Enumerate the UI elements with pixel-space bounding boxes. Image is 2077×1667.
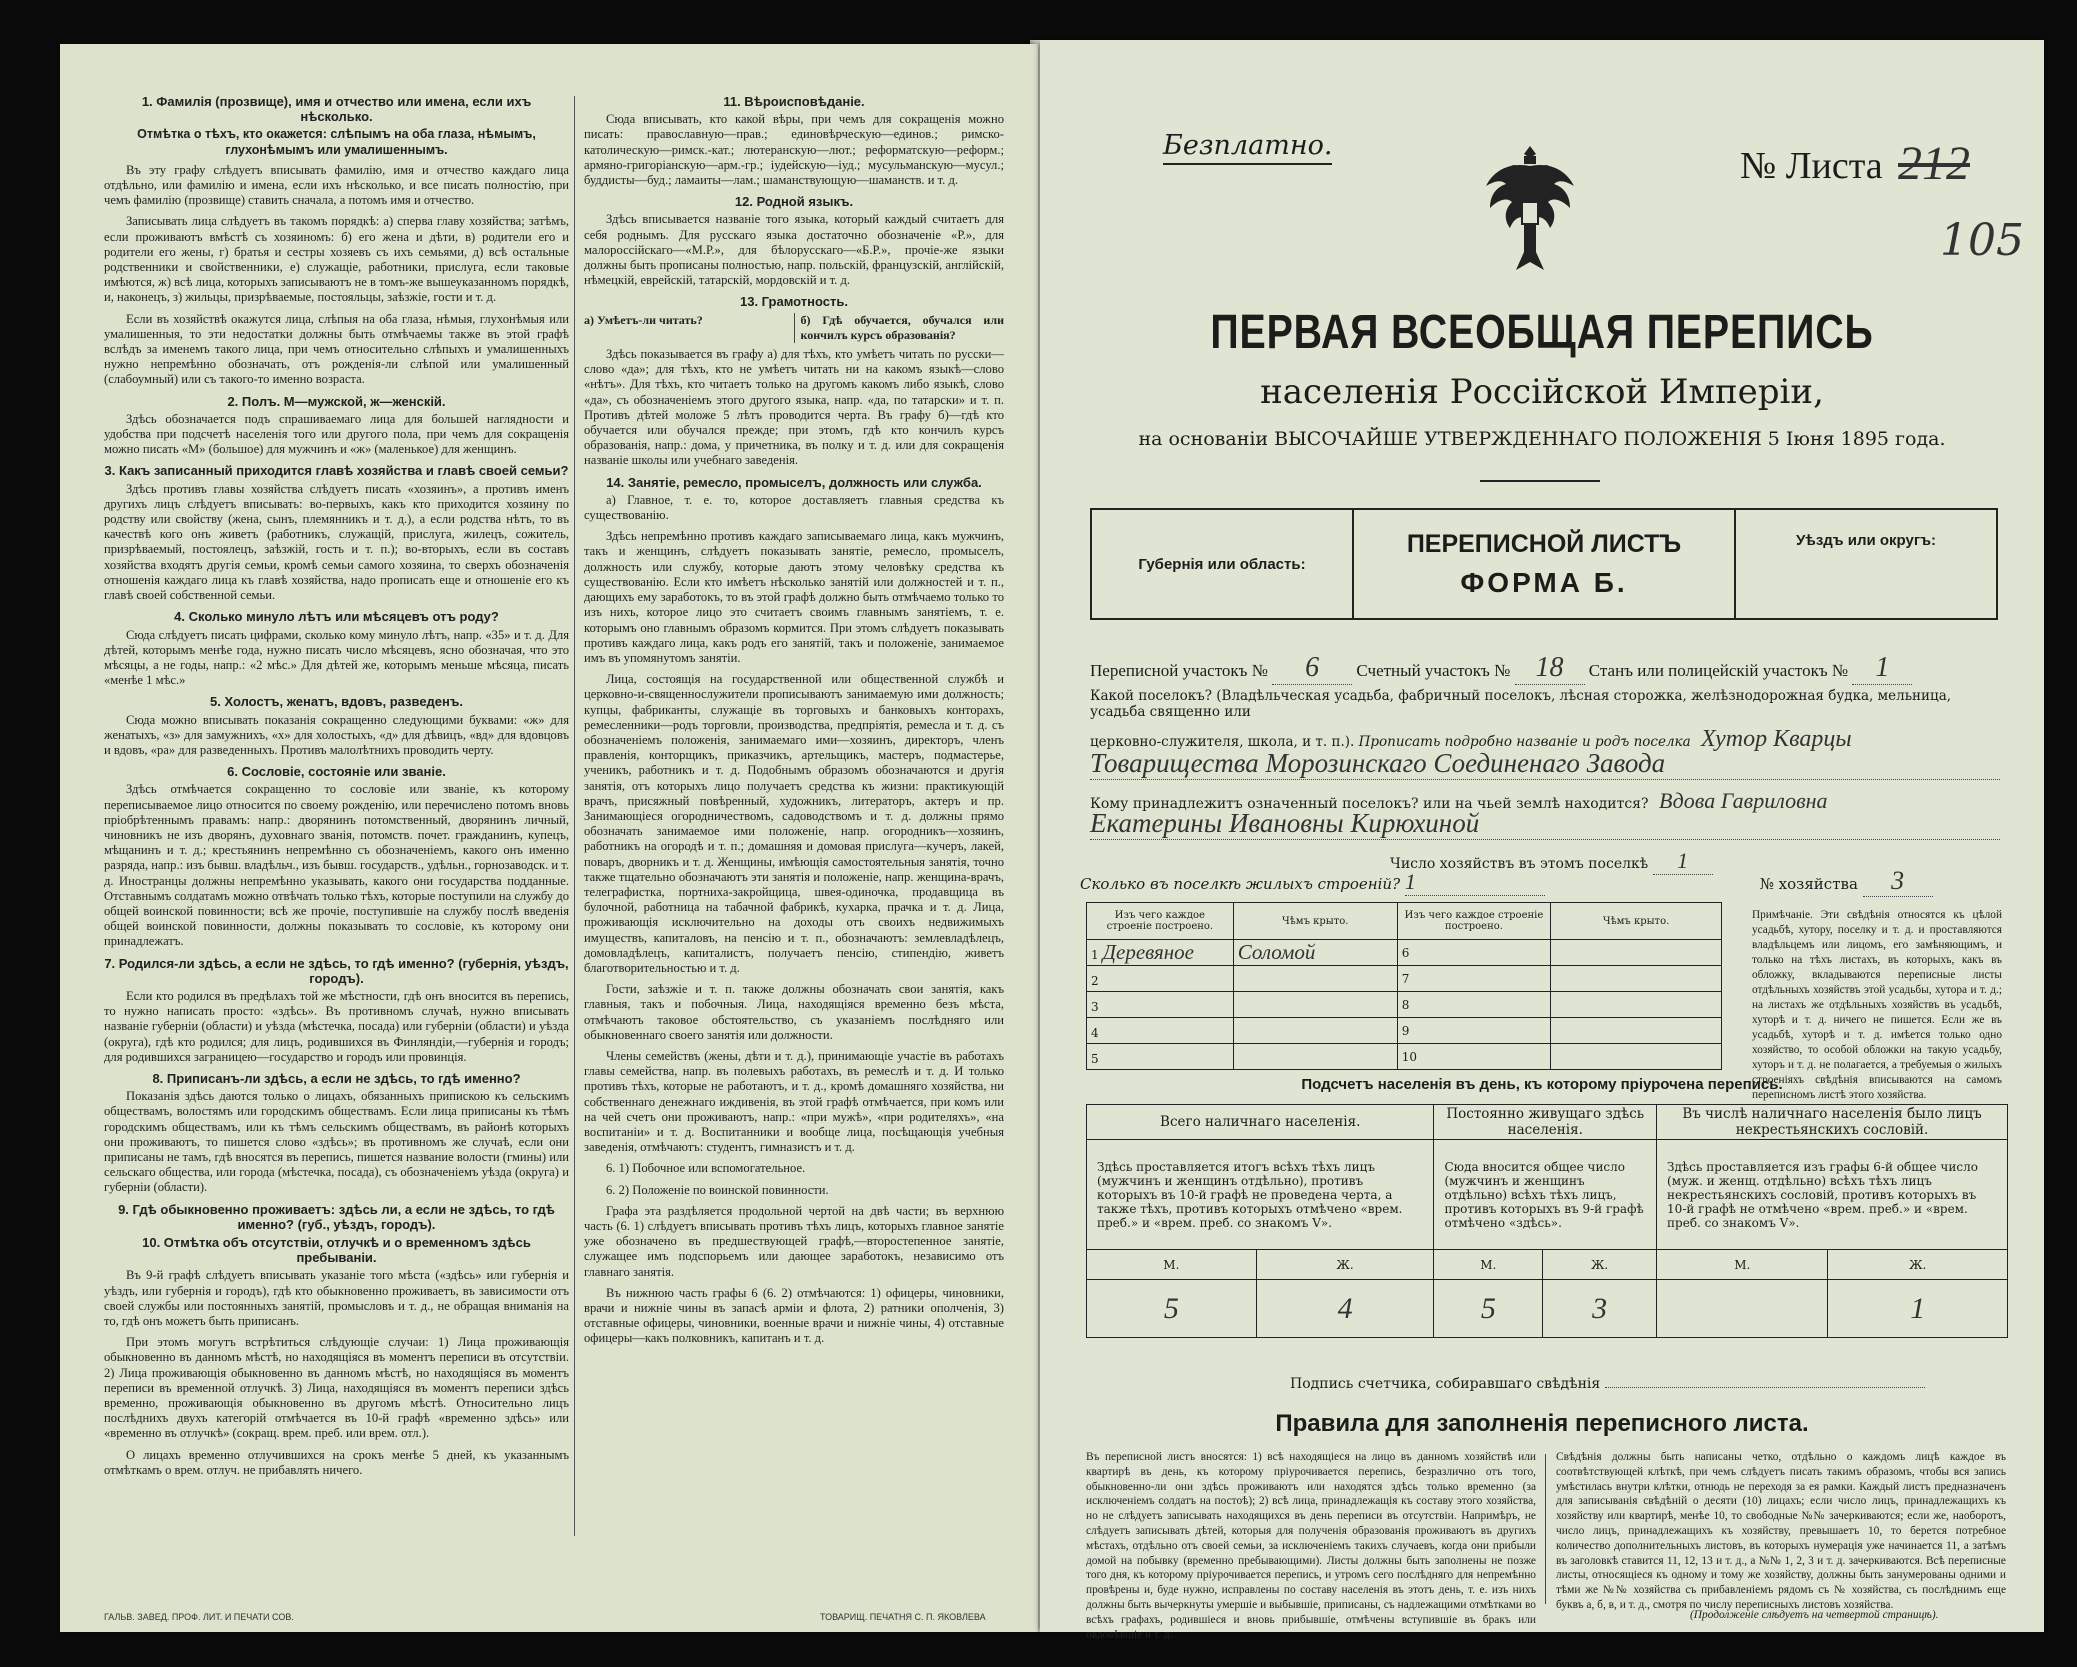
sheet-number-handwritten-2: 105 bbox=[1940, 215, 2024, 266]
count-m-2: М. bbox=[1434, 1250, 1543, 1280]
count-h-total: Всего наличнаго населенія. bbox=[1087, 1105, 1434, 1140]
population-count-table bbox=[1086, 1104, 2008, 1338]
rules-continued: (Продолженіе слѣдуетъ на четвертой страницѣ). bbox=[1690, 1609, 1939, 1621]
section-paragraph: Если въ хозяйствѣ окажутся лица, слѣпыя на оба глаза, нѣмыя, глухонѣмыя или умалишенныя, то эти недостатки должны быть отмѣчаемы также въ этой графѣ вслѣдъ за именемъ такого лица, при чемъ относительно слѣпыхъ и умалишенныхъ нужно непремѣнно обозначать, отъ рожденія-ли слѣпой или умалишенный (слабоумный) или съ такого-то именно возраста. bbox=[104, 311, 569, 387]
section-heading: 9. Гдѣ обыкновенно проживаетъ: здѣсь ли, а если не здѣсь, то гдѣ именно? (губ., уѣздъ, городъ). bbox=[118, 1201, 555, 1232]
building-row bbox=[1087, 1018, 1722, 1044]
count-district-value[interactable]: 18 bbox=[1515, 652, 1585, 685]
building-roof-empty[interactable] bbox=[1551, 940, 1722, 966]
buildings-table bbox=[1086, 902, 1722, 1070]
gubernia-label: Губернія или область: bbox=[1092, 510, 1354, 618]
literacy-question-a: а) Умѣетъ-ли читать? bbox=[584, 313, 795, 343]
section-paragraph: Здѣсь обозначается подъ спрашиваемаго лица для большей наглядности и удобства при подсчетѣ населенія того или другого пола, при чемъ для сокращенія можно писать «М» (большое) для мужчинъ и «ж» (маленькое) для женщинъ. bbox=[104, 411, 569, 457]
buildings-note: Примѣчаніе. Эти свѣдѣнія относятся къ цѣлой усадьбѣ, хутору, поселку и т. д. и проставляются владѣльцемъ или лицомъ, его замѣняющимъ, и только на тѣхъ листахъ, въ которыхъ, какъ въ обложку, вкладываются переписные листы отдѣльныхъ хозяйствъ этой усадьбы, хутора и т. д.; на листахъ же отдѣльныхъ хозяйствъ въ усадьбѣ, хуторѣ и т. д. ничего не пишется. Если же въ усадьбѣ, хуторѣ и т. д. имѣется только одно хозяйство, то особой обложки на такую усадьбу, хуторъ и т. д. не полагается, а требуемыя о жилыхъ строеніяхъ свѣдѣнія вписываются на самомъ переписномъ листѣ этого хозяйства. bbox=[1752, 909, 2002, 1101]
section-paragraph: Если кто родился въ предѣлахъ той же мѣстности, гдѣ онъ вносится въ перепись, то нужно написать просто: «здѣсь». Въ противномъ случаѣ, нужно вписывать названіе губерніи (области) и уѣзда (мѣстечка, посада) или губерніи (области) и уѣзда (округа), гдѣ кто родился; для лицъ, родившихся въ Финляндіи,—губернія и городъ; для родившихся заграницею—государство и городъ или провинція. bbox=[104, 988, 569, 1064]
free-label: Безплатно. bbox=[1163, 130, 1332, 165]
building-number: 10 bbox=[1397, 1044, 1550, 1070]
count-zh-2: Ж. bbox=[1543, 1250, 1657, 1280]
buildings-col-material: Изъ чего каждое строеніе построено. bbox=[1087, 903, 1234, 940]
printer-imprint-left: ГАЛЬВ. ЗАВЕД. ПРОФ. ЛИТ. И ПЕЧАТИ СОВ. bbox=[104, 1612, 294, 1622]
rules-title: Правила для заполненія переписного листа. bbox=[1275, 1410, 1809, 1437]
double-headed-eagle-emblem bbox=[1480, 140, 1580, 280]
census-subtitle: населенія Россійской Имперіи, bbox=[1260, 372, 1824, 412]
instructions-column-b bbox=[584, 92, 1004, 1353]
building-row bbox=[1087, 992, 1722, 1018]
building-row bbox=[1087, 1044, 1722, 1070]
section-paragraph: Гости, заѣзжіе и т. п. также должны обозначать свои занятія, какъ главныя, такъ и побочныя. Лица, находящіяся временно безъ мѣста, отмѣчаютъ таковое обстоятельство, съ указаніемъ послѣдняго или обыкновеннаго своего занятія или должности. bbox=[584, 982, 1004, 1042]
count-zh-3: Ж. bbox=[1828, 1250, 2008, 1280]
building-number: 6 bbox=[1397, 940, 1550, 966]
count-value[interactable] bbox=[1657, 1280, 1828, 1338]
settlement-instruction: Прописать подробно названіе и родъ поселка bbox=[1358, 734, 1691, 750]
count-value[interactable]: 3 bbox=[1543, 1280, 1657, 1338]
section-paragraph: Сюда слѣдуетъ писать цифрами, сколько кому минуло лѣтъ, напр. «35» и т. д. Для дѣтей, которымъ менѣе года, нужно писать число мѣсяцевъ, ясно обозначая, что это мѣсяцы, а не годы, напр.: «2 мѣс.» Для дѣтей же, которымъ меньше мѣсяца, писать «менѣе 1 мѣс.» bbox=[104, 627, 569, 688]
signature-field[interactable] bbox=[1605, 1387, 1925, 1388]
building-roof[interactable] bbox=[1233, 966, 1397, 992]
building-number: 3 bbox=[1091, 1000, 1099, 1014]
literacy-questions bbox=[584, 313, 1004, 343]
household-no-label: № хозяйства bbox=[1759, 875, 1858, 893]
section-heading: 7. Родился-ли здѣсь, а если не здѣсь, то гдѣ именно? (губернія, уѣздъ, городъ). bbox=[104, 955, 569, 986]
census-district-label: Переписной участокъ № bbox=[1090, 661, 1268, 680]
sheet-number-label: № Листа bbox=[1740, 145, 1883, 187]
building-roof-empty[interactable] bbox=[1551, 1044, 1722, 1070]
count-h-nonpeasant: Въ числѣ наличнаго населенія было лицъ некрестьянскихъ сословій. bbox=[1657, 1105, 2008, 1140]
section-paragraph: Здѣсь вписывается названіе того языка, который каждый считаетъ для себя роднымъ. Для русскаго языка достаточно обозначеніе «Р.», для малороссійскаго—«М.Р.», для бѣлорусскаго—«Б.Р.», прочіе-же языки должны быть прописаны полностью, напр. польскій, французскій, англійскій, нѣмецкій, еврейскій, татарскій, мордовскій и т. д. bbox=[584, 212, 1004, 288]
section-heading: 2. Полъ. М—мужской, ж—женскій. bbox=[227, 393, 446, 409]
section-heading-b: 10. Отмѣтка объ отсутствіи, отлучкѣ и о временномъ здѣсь пребываніи. bbox=[142, 1235, 531, 1266]
section-paragraph: О лицахъ временно отлучившихся на срокъ менѣе 5 дней, къ указаннымъ отмѣткамъ о врем. отлуч. не прибавлять ничего. bbox=[104, 1447, 569, 1477]
building-roof[interactable]: Соломой bbox=[1233, 940, 1397, 966]
section-paragraph: Здѣсь противъ главы хозяйства слѣдуетъ писать «хозяинъ», а противъ именъ другихъ лицъ слѣдуетъ вписывать: во-первыхъ, какъ кто приходится хозяину по родству или свойству (жена, сынъ, племянникъ и т. д.), а если родства нѣтъ, то въ качествѣ кого онъ живетъ (работникъ, служащій, прислуга, жилецъ, сожитель, призрѣваемый, постоялецъ, заѣзжій, гость и т. п.); во-вторыхъ, если въ составъ хозяйства входятъ другія семьи, кромѣ семьи самого хозяина, то сверхъ обозначенія отношенія каждаго лица къ главѣ хозяйства, надо прописать еще и отношеніе его къ главѣ своей собственной семьи. bbox=[104, 481, 569, 603]
section-paragraph: Въ 9-й графѣ слѣдуетъ вписывать указаніе того мѣста («здѣсь» или губернія и уѣздъ, или губернія и городъ), гдѣ кто обыкновенно проживаетъ, въ зависимости отъ своей службы или постоянныхъ занятій, промысловъ и т. д., не обращая вниманія на то, гдѣ онъ можетъ быть приписанъ. bbox=[104, 1268, 569, 1329]
count-value[interactable]: 5 bbox=[1434, 1280, 1543, 1338]
building-number: 4 bbox=[1091, 1026, 1099, 1040]
owner-handwritten-2[interactable]: Екатерины Ивановны Кирюхиной bbox=[1090, 808, 2000, 840]
population-count-title: Подсчетъ населенія въ день, къ которому пріурочена перепись. bbox=[1301, 1076, 1783, 1093]
section-paragraph: а) Главное, т. е. то, которое доставляетъ главныя средства къ существованію. bbox=[584, 492, 1004, 523]
stan-label: Станъ или полицейскій участокъ № bbox=[1588, 661, 1849, 680]
building-row bbox=[1087, 966, 1722, 992]
count-m-1: М. bbox=[1087, 1250, 1257, 1280]
settlement-handwritten[interactable]: Хутор Кварцы bbox=[1700, 726, 1852, 752]
signature-label: Подпись счетчика, собиравшаго свѣдѣнія bbox=[1290, 1376, 1601, 1392]
district-line bbox=[1090, 652, 2000, 685]
rules-divider bbox=[1545, 1454, 1546, 1604]
owner-label: Кому принадлежитъ означенный поселокъ? или на чьей землѣ находится? bbox=[1090, 796, 1649, 812]
settlement-question: Какой поселокъ? (Владѣльческая усадьба, фабричный поселокъ, лѣсная сторожка, желѣзнодорожная будка, мельница, усадьба священно или bbox=[1090, 688, 1952, 720]
building-number: 2 bbox=[1091, 974, 1099, 988]
form-title: ПЕРЕПИСНОЙ ЛИСТЪ bbox=[1406, 529, 1682, 558]
building-number: 5 bbox=[1091, 1052, 1099, 1066]
count-zh-1: Ж. bbox=[1256, 1250, 1434, 1280]
count-desc-permanent: Сюда вносится общее число (мужчинъ и женщинъ отдѣльно) всѣхъ тѣхъ лицъ, противъ которыхъ въ 9-й графѣ отмѣчено «здѣсь». bbox=[1434, 1140, 1657, 1250]
count-value[interactable]: 4 bbox=[1256, 1280, 1434, 1338]
section-paragraph: Здѣсь отмѣчается сокращенно то сословіе или званіе, къ которому переписываемое лицо относится по своему рожденію, или перечислено потомъ вновь пріобрѣтеннымъ правамъ: напр.: дворянинъ потомственный, дворянинъ личный, чиновникъ не изъ дворянъ, духовнаго званія, потомств. почет. гражданинъ, купецъ, мѣщанинъ и т. д.; крестьянинъ непремѣнно съ обозначеніемъ, какого онъ именно разряда, напр.: изъ бывш. владѣльч., изъ бывш. государств., удѣльн., горнозаводск. и т. д. Иностранцы должны непремѣнно указывать, какого они государства подданные. Отставнымъ солдатамъ можно отвѣчать только тѣхъ, которые поступили на службу до общей воинской повинности; всѣ же прочіе, поступившіе на службу послѣ введенія общей воинской повинности, должны показывать то сословіе, къ которому они принадлежатъ. bbox=[104, 782, 569, 949]
building-number: 1 bbox=[1091, 948, 1099, 962]
census-title: ПЕРВАЯ ВСЕОБЩАЯ ПЕРЕПИСЬ bbox=[1210, 306, 1874, 359]
owner-handwritten[interactable]: Вдова Гавриловна bbox=[1658, 788, 1828, 813]
households-value[interactable]: 1 bbox=[1653, 848, 1713, 875]
section-heading: 1. Фамилія (прозвище), имя и отчество или имена, если ихъ нѣсколько. bbox=[141, 94, 532, 125]
section-paragraph: 6. 2) Положеніе по воинской повинности. bbox=[606, 1182, 829, 1197]
household-no-value[interactable]: 3 bbox=[1863, 866, 1933, 897]
section-paragraph: Сюда можно вписывать показанія сокращенно следующими буквами: «ж» для женатыхъ, «з» для замужнихъ, «х» для холостыхъ, «д» для дѣвицъ, «вд» для вдовцовъ и вдовъ, «ра» для разведенныхъ. Противъ малолѣтнихъ проводить черту. bbox=[104, 712, 569, 757]
buildings-col-roof: Чѣмъ крыто. bbox=[1233, 903, 1397, 940]
section-paragraph: 6. 1) Побочное или вспомогательное. bbox=[606, 1161, 806, 1176]
building-roof-empty[interactable] bbox=[1551, 1018, 1722, 1044]
rules-left-column: Въ переписной листъ вносятся: 1) всѣ находящіеся на лицо въ данномъ хозяйствѣ или квартирѣ въ день, къ которому пріурочивается перепись, безразлично отъ того, обыкновенно-ли они здѣсь проживаютъ или находятся здѣсь только временно (за исключеніемъ солдатъ на постоѣ); 2) всѣ лица, принадлежащія къ составу этого хозяйства, но не слѣдуетъ записывать находящихся въ день переписи въ отсутствіи. Напримѣръ, не слѣдуетъ записывать дѣтей, которыя для полученія образованія проживаютъ въ другихъ мѣстахъ, отдѣльно отъ своей семьи, за исключеніемъ такихъ случаевъ, когда они прибыли домой на побывку (временно пребывающими). Листы должны быть заполнены не позже того дня, къ которому пріурочивается перепись, и утромъ сего послѣдняго для непремѣнно провѣрены и, буде нужно, исправлены по составу населенія въ этотъ день, т. е. изъ нихъ должны быть вычеркнуты умершіе и выбывшіе, приписаны, съ надлежащими отмѣтками во всѣхъ графахъ, родившіеся и вновь прибывшіе, отмѣчены вступившіе въ бракъ или овдовѣвшіе и т. д. bbox=[1086, 1451, 1536, 1641]
section-heading: 12. Родной языкъ. bbox=[734, 194, 854, 210]
building-roof[interactable] bbox=[1233, 1018, 1397, 1044]
building-roof-empty[interactable] bbox=[1551, 966, 1722, 992]
count-desc-nonpeasant: Здѣсь проставляется изъ графы 6-й общее число (муж. и женщ. отдѣльно) всѣхъ тѣхъ лицъ некрестьянскихъ сословій, противъ которыхъ въ 10-й графѣ не отмѣчено «врем. преб.» и «врем. преб. со знакомъ V». bbox=[1657, 1140, 2008, 1250]
count-value[interactable]: 1 bbox=[1828, 1280, 2008, 1338]
stan-value[interactable]: 1 bbox=[1852, 652, 1912, 685]
section-heading: 3. Какъ записанный приходится главѣ хозяйства и главѣ своей семьи? bbox=[104, 463, 569, 479]
section-heading: 6. Сословіе, состояніе или званіе. bbox=[227, 764, 446, 780]
rules-right-column: Свѣдѣнія должны быть написаны четко, отдѣльно о каждомъ лицѣ каждое въ соотвѣтствующей клѣткѣ, при чемъ слѣдуетъ писать такимъ образомъ, чтобы вся запись умѣстилась внутри клѣтки, отнюдь не переходя за ея рамки. Каждый листъ предназначенъ для записыванія свѣдѣній о десяти (10) лицахъ; если число лицъ, принадлежащихъ къ хозяйству или квартирѣ, менѣе 10, то свободные №№ зачеркиваются; если же, наоборотъ, число лицъ, принадлежащихъ къ хозяйству, превышаетъ 10, то берется потребное количество дополнительныхъ листовъ, въ которыхъ нумерація уже начинается 11, а затѣмъ въ заголовкѣ ставится 11, 12, 13 и т. д., а №№ 1, 2, 3 и т. д. зачеркиваются. Всѣ переписные листы, относящіеся къ одному и тому же хозяйству, должны быть занумерованы одними и тѣми же №№ хозяйства съ прибавленіемъ рядомъ съ № хозяйства, съ послѣднимъ еще буквъ а, б, в, и т. д., смотря по числу переписныхъ листовъ хозяйства. bbox=[1556, 1451, 2006, 1611]
form-header-box bbox=[1090, 508, 1998, 620]
section-paragraph: Въ эту графу слѣдуетъ вписывать фамилію, имя и отчество каждаго лица отдѣльно, или фамилію и имена, если ихъ нѣсколько, и все писать полностію, при чемъ фамилію (прозвище) ставить сначала, а потомъ имя и отчество. bbox=[104, 162, 569, 208]
census-district-value[interactable]: 6 bbox=[1272, 652, 1352, 685]
section-heading: 5. Холостъ, женатъ, вдовъ, разведенъ. bbox=[210, 694, 463, 710]
section-heading: 11. Вѣроисповѣданіе. bbox=[723, 94, 865, 109]
buildings-value[interactable]: 1 bbox=[1405, 869, 1545, 896]
building-number: 9 bbox=[1397, 1018, 1550, 1044]
literacy-question-b: б) Гдѣ обучается, обучался или кончилъ курсъ образованія? bbox=[800, 312, 1004, 342]
signature-line bbox=[1290, 1376, 2010, 1392]
building-material[interactable]: Деревяное bbox=[1102, 940, 1194, 964]
instructions-column-a bbox=[104, 92, 569, 1484]
right-page-census-form bbox=[1040, 40, 2044, 1641]
building-number: 8 bbox=[1397, 992, 1550, 1018]
section-paragraph: Члены семействъ (жены, дѣти и т. д.), принимающіе участіе въ работахъ главы семейства, напр. въ полевыхъ работахъ, въ ремеслѣ и т. д. И только противъ тѣхъ, которые не работаютъ, и т. д., кромѣ домашняго хозяйства, ни собственнаго денежнаго иждивенія, въ этой графѣ отмѣчается, при комъ или на чей счетъ они проживаютъ, напр.: «при мужѣ», «при родителяхъ», «на воспитаніи» и т. д. Воспитанники и вообще лица, посѣщающія учебныя заведенія, отмѣчаютъ: студентъ, гимназистъ и т. д. bbox=[584, 1048, 1004, 1155]
section-paragraph: При этомъ могутъ встрѣтиться слѣдующіе случаи: 1) Лица проживающія обыкновенно въ данномъ мѣстѣ, но находящіяся въ моментъ переписи въ отсутствіи. 2) Лица проживающія обыкновенно въ данномъ мѣстѣ, но находящіяся въ моментъ переписи въ временной отлучкѣ. 3) Лица, находящіяся въ моментъ переписи здѣсь временно, проживающія обыкновенно въ другомъ мѣстѣ. Относительно лицъ послѣднихъ двухъ категорій отмѣчается въ 10-й графѣ «временно здѣсь» или «временно въ отлучкѣ» (сокращ. врем. преб. или врем. отл.). bbox=[104, 1335, 569, 1441]
section-heading: 8. Приписанъ-ли здѣсь, а если не здѣсь, то гдѣ именно? bbox=[152, 1070, 521, 1086]
households-label: Число хозяйствъ въ этомъ поселкѣ bbox=[1390, 856, 1649, 872]
uezd-label: Уѣздъ или округъ: bbox=[1795, 532, 1937, 549]
census-decree-line: на основаніи ВЫСОЧАЙШЕ УТВЕРЖДЕННАГО ПОЛОЖЕНІЯ 5 Іюня 1895 года. bbox=[1138, 428, 1946, 450]
section-paragraph: Въ нижнюю часть графы 6 (6. 2) отмѣчаются: 1) офицеры, чиновники, врачи и нижніе чины въ запасѣ армiи и флота, 2) ратники ополченія, 3) отставные офицеры, чиновники, военные врачи и нижніе чины, 4) отставные офицеры—какъ полковникъ, капитанъ и т. д. bbox=[584, 1285, 1004, 1346]
section-paragraph: Показанія здѣсь даются только о лицахъ, обязанныхъ припискою къ сельскимъ обществамъ, волостямъ или городскимъ обществамъ. Если лица приписаны къ тѣмъ городскимъ обществамъ, или къ тѣмъ сельскимъ обществамъ, въ районѣ которыхъ они проживаютъ, то пишется слово «здѣсь»; въ противномъ же случаѣ, если они приписаны не тамъ, гдѣ вносятся въ перепись, пишется название волости (гмины) или сельскаго общества, или города (мѣстечка, посада), съ обозначеніемъ уѣзда (округа) и губерніи (области). bbox=[104, 1089, 569, 1195]
column-divider bbox=[574, 96, 575, 1536]
section-paragraph: Здѣсь показывается въ графу а) для тѣхъ, кто умѣетъ читать по русски—слово «да»; для тѣхъ, кто не умѣетъ читать ни на какомъ языкѣ—слово «нѣтъ». Для тѣхъ, кто читаетъ только на другомъ какомъ либо языкѣ, слово «да», съ обозначеніемъ этого другого языка, напр. «да, по татарски» и т. п. Противъ дѣтей моложе 5 лѣтъ проводится черта. Въ графу б)—гдѣ кто обучается или обучался прежде; при этомъ, гдѣ кто кончилъ курсъ образованія, напр.: дома, у причетника, въ полку и т. д. или для сокращенія названіе школы или учебнаго заведенія. bbox=[584, 347, 1004, 468]
count-h-permanent: Постоянно живущаго здѣсь населенія. bbox=[1434, 1105, 1657, 1140]
settlement-question-2: церковно-служителя, школа, и т. п.). bbox=[1090, 734, 1355, 750]
building-roof[interactable] bbox=[1233, 1044, 1397, 1070]
sheet-number-handwritten: 212 bbox=[1898, 137, 1970, 190]
settlement-handwritten-2[interactable]: Товарищества Морозинскаго Соединенаго Завода bbox=[1090, 748, 2000, 780]
count-district-label: Счетный участокъ № bbox=[1356, 661, 1511, 680]
section-paragraph: Сюда вписывать, кто какой вѣры, при чемъ для сокращенія можно писать: православную—прав.; единовѣрческую—единов.; римско-католическую—римск.-кат.; лютеранскую—лют.; реформатскую—реформ.; армяно-григоріанскую—арм.-гр.; іудейскую—іуд.; мусульманскую—мусул.; буддисты—буд.; ламаиты—лам.; шаманствующую—шаманств. и т. д. bbox=[584, 112, 1004, 188]
left-page-instructions bbox=[60, 44, 1038, 1632]
buildings-label: Сколько въ поселкѣ жилыхъ строеній? bbox=[1080, 875, 1401, 893]
building-roof[interactable] bbox=[1233, 992, 1397, 1018]
section-paragraph: Здѣсь непремѣнно противъ каждаго записываемаго лица, какъ мужчинъ, такъ и женщинъ, слѣдуетъ показывать занятіе, ремесло, промыселъ, должность или службу, которые даютъ этому человѣку средства къ существованію. Если кто имѣетъ нѣсколько занятій или должностей и т. п., дающихъ ему заработокъ, то въ этой графѣ должно быть отмѣчаемо только то изъ нихъ, которое лицо это считаетъ своимъ главнымъ занятіемъ, т. е. которымъ оно главнымъ образомъ кормится. При этомъ слѣдуетъ показывать противъ каждаго лица, какъ родъ его занятій, такъ и положеніе, занимаемое имъ въ упомянутомъ занятіи. bbox=[584, 529, 1004, 665]
section-heading: 4. Сколько минуло лѣтъ или мѣсяцевъ отъ роду? bbox=[174, 609, 499, 625]
building-number: 7 bbox=[1397, 966, 1550, 992]
form-type: ФОРМА Б. bbox=[1460, 566, 1628, 598]
form-title-cell bbox=[1354, 510, 1736, 618]
count-m-3: М. bbox=[1657, 1250, 1828, 1280]
section-paragraph: Графа эта раздѣляется продольной чертой на двѣ части; въ верхнюю часть (6. 1) слѣдуетъ вписывать противъ тѣхъ лицъ, которыхъ главное занятіе уже обозначено въ предшествующей графѣ,—второстепенное занятіе, служащее имъ подспорьемъ или дающее заработокъ, независимо отъ главнаго занятія. bbox=[584, 1203, 1004, 1279]
count-value[interactable]: 5 bbox=[1087, 1280, 1257, 1338]
printer-imprint-right: ТОВАРИЩ. ПЕЧАТНЯ С. П. ЯКОВЛЕВА bbox=[820, 1612, 986, 1622]
section-subheading: Отмѣтка о тѣхъ, кто окажется: слѣпымъ на оба глаза, нѣмымъ, глухонѣмымъ или умалишеннымъ. bbox=[137, 127, 536, 157]
section-paragraph: Лица, состоящія на государственной или общественной службѣ и церковно-и-священнослужители прописываютъ занимаемую ими должность; купцы, фабриканты, служащіе въ торговыхъ и банковыхъ конторахъ, ремесленники—родъ торговли, производства, предпріятія, ремесла и т. д. съ обозначеніемъ положенія, занимаемаго ими—хозяинъ, директоръ, членъ правленія, конторщикъ, приказчикъ, артельщикъ, мастеръ, подмастерье, ученикъ, работникъ и т. д. Подобнымъ образомъ обозначаются и другія занятія, отъ которыхъ лицо получаетъ средства къ жизни: практикующій врачъ, присяжный повѣренный, художникъ, литераторъ, актеръ и пр. Занимающіеся огородничествомъ, садоводствомъ и т. д. должны прямо обозначать занимаемое ими положеніе, напр. огородникъ—хозяинъ, работникъ на огородѣ и т. п.; домашняя и домовая прислуга—кучеръ, лакей, поваръ, дворникъ и т. д. Женщины, имѣющія самостоятельныя занятія, точно также тщательно обозначаютъ эти занятія и положеніе, напр. женщина-врачъ, телеграфистка, портниха-закройщица, швея-одиночка, продавщица въ булочной, работница на табачной фабрикѣ, кухарка, прачка и т. д. Лица, проживающія исключительно на доходы отъ своихъ недвижимыхъ имуществъ, капиталовъ, на пенсію и т. п., обозначаютъ: землевладѣлецъ, домовладѣлецъ, капиталистъ, получаетъ пенсію, стипендію, живетъ благотворительностью и т. д. bbox=[584, 672, 1004, 975]
buildings-line bbox=[1080, 866, 2000, 897]
buildings-col-roof-2: Чѣмъ крыто. bbox=[1551, 903, 1722, 940]
section-paragraph: Записывать лица слѣдуетъ въ такомъ порядкѣ: а) сперва главу хозяйства; затѣмъ, если проживаютъ вмѣстѣ съ хозяиномъ: б) его жена и дѣти, в) родители его и родители его жены, г) братья и сестры хозяевъ съ ихъ семьями, д) всѣ остальные родственники и свойственники, е) служащіе, работники, прислуга, если таковые имѣются, ж) всѣ лица, которыхъ записываютъ не в томъ-же вышеуказанномъ порядкѣ, и, наконецъ, з) жильцы, призрѣваемые, постояльцы, заѣзжіе, гости и т. д. bbox=[104, 214, 569, 305]
building-roof-empty[interactable] bbox=[1551, 992, 1722, 1018]
divider bbox=[1480, 480, 1600, 482]
section-heading: 13. Грамотность. bbox=[740, 294, 848, 310]
building-row bbox=[1087, 940, 1722, 966]
section-heading: 14. Занятіе, ремесло, промыселъ, должность или служба. bbox=[606, 474, 982, 490]
count-desc-total: Здѣсь проставляется итогъ всѣхъ тѣхъ лицъ (мужчинъ и женщинъ отдѣльно), противъ которыхъ въ 10-й графѣ не проведена черта, а также тѣхъ, противъ которыхъ отмѣчено «врем. преб.» и «врем. преб. со знакомъ V». bbox=[1087, 1140, 1434, 1250]
buildings-col-material-2: Изъ чего каждое строеніе построено. bbox=[1397, 903, 1550, 940]
